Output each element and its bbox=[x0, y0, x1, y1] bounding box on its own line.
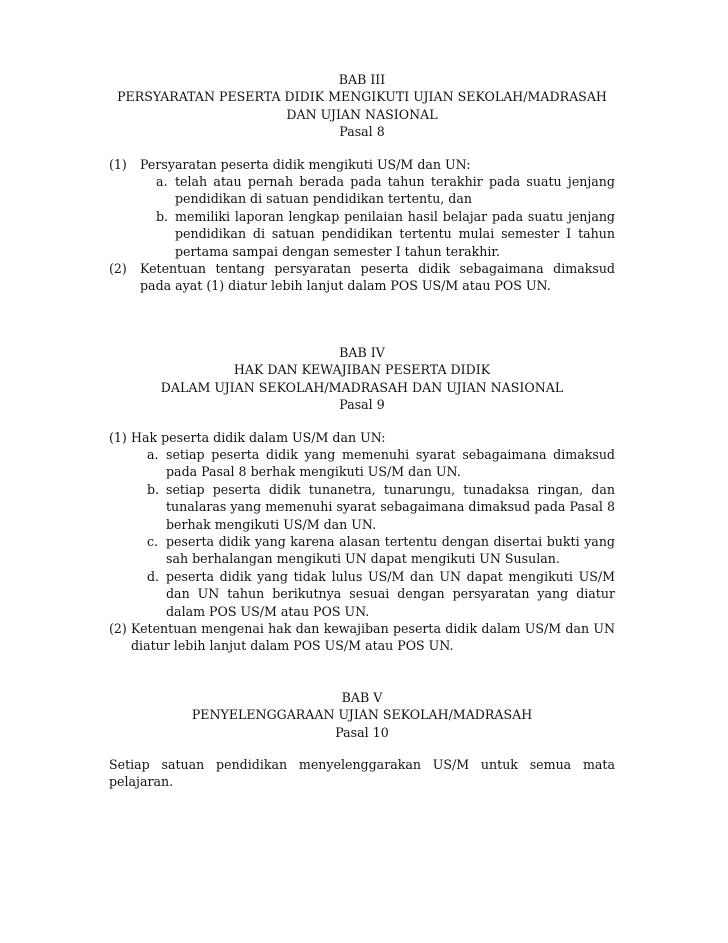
chapter-label: BAB III bbox=[338, 72, 386, 87]
subclause-item bbox=[156, 173, 615, 208]
subclause-letter: a. bbox=[147, 446, 159, 462]
subclause-letter: b. bbox=[156, 208, 169, 224]
document-page bbox=[109, 71, 615, 791]
clause-item bbox=[109, 429, 615, 620]
subclause-item bbox=[147, 446, 615, 481]
article-heading: Pasal 8 bbox=[339, 124, 385, 140]
subclause-text: setiap peserta didik tunanetra, tunarungu, tunadaksa ringan, dan tunalaras yang memenuhi syarat sebagaimana dimaksud pada Pasal 8 berhak mengikuti US/M dan UN. bbox=[166, 481, 615, 532]
subclause-item bbox=[147, 481, 615, 533]
subclause-item bbox=[147, 533, 615, 568]
chapter-title-line-2: DALAM UJIAN SEKOLAH/MADRASAH DAN UJIAN NASIONAL bbox=[160, 379, 564, 395]
clause-item bbox=[109, 620, 615, 655]
clause-text: Persyaratan peserta didik mengikuti US/M dan UN: bbox=[140, 156, 471, 172]
subclause-letter: b. bbox=[147, 481, 160, 497]
article-paragraph: Setiap satuan pendidikan menyelenggarakan US/M untuk semua mata pelajaran. bbox=[109, 757, 615, 790]
clause-number: (1) bbox=[109, 429, 127, 445]
subclause-text: peserta didik yang karena alasan tertentu dengan disertai bukti yang sah berhalangan mengikuti UN dapat mengikuti UN Susulan. bbox=[166, 533, 615, 567]
chapter-label: BAB V bbox=[341, 689, 383, 705]
subclause-letter: d. bbox=[147, 568, 160, 584]
chapter-title-line-1: PENYELENGGARAAN UJIAN SEKOLAH/MADRASAH bbox=[191, 707, 533, 723]
clause-text: Ketentuan mengenai hak dan kewajiban peserta didik dalam US/M dan UN diatur lebih lanjut dalam POS US/M atau POS UN. bbox=[131, 620, 615, 654]
chapter-title-line-1: PERSYARATAN PESERTA DIDIK MENGIKUTI UJIAN SEKOLAH/MADRASAH bbox=[117, 89, 607, 105]
subclause-letter: c. bbox=[147, 533, 159, 549]
article-heading: Pasal 9 bbox=[339, 397, 385, 413]
subclause-letter: a. bbox=[156, 174, 168, 190]
subclause-item bbox=[156, 208, 615, 260]
clause-item bbox=[109, 260, 615, 295]
subclause-text: setiap peserta didik yang memenuhi syarat sebagaimana dimaksud pada Pasal 8 berhak mengikuti US/M dan UN. bbox=[166, 446, 615, 480]
clause-item bbox=[109, 156, 615, 260]
clause-text: Ketentuan tentang persyaratan peserta didik sebagaimana dimaksud pada ayat (1) diatur lebih lanjut dalam POS US/M atau POS UN. bbox=[140, 261, 615, 294]
article-heading: Pasal 10 bbox=[335, 724, 389, 740]
subclause-text: peserta didik yang tidak lulus US/M dan UN dapat mengikuti US/M dan UN tahun berikutnya sesuai dengan persyaratan yang diatur dalam POS US/M atau POS UN. bbox=[166, 568, 615, 619]
subclause-text: memiliki laporan lengkap penilaian hasil belajar pada suatu jenjang pendidikan di satuan pendidikan tertentu mulai semester I tahun pertama sampai dengan semester I tahun terakhir. bbox=[175, 208, 615, 259]
subclause-item bbox=[147, 568, 615, 620]
chapter-title-line-1: HAK DAN KEWAJIBAN PESERTA DIDIK bbox=[233, 362, 491, 378]
clause-number: (2) bbox=[109, 261, 127, 277]
clause-text: Hak peserta didik dalam US/M dan UN: bbox=[131, 429, 386, 445]
chapter-label: BAB IV bbox=[339, 344, 385, 360]
subclause-text: telah atau pernah berada pada tahun terakhir pada suatu jenjang pendidikan di satuan pendidikan tertentu, dan bbox=[175, 174, 615, 207]
clause-number: (2) bbox=[109, 620, 127, 636]
clause-number: (1) bbox=[109, 156, 127, 172]
chapter-title-line-2: DAN UJIAN NASIONAL bbox=[286, 106, 438, 122]
